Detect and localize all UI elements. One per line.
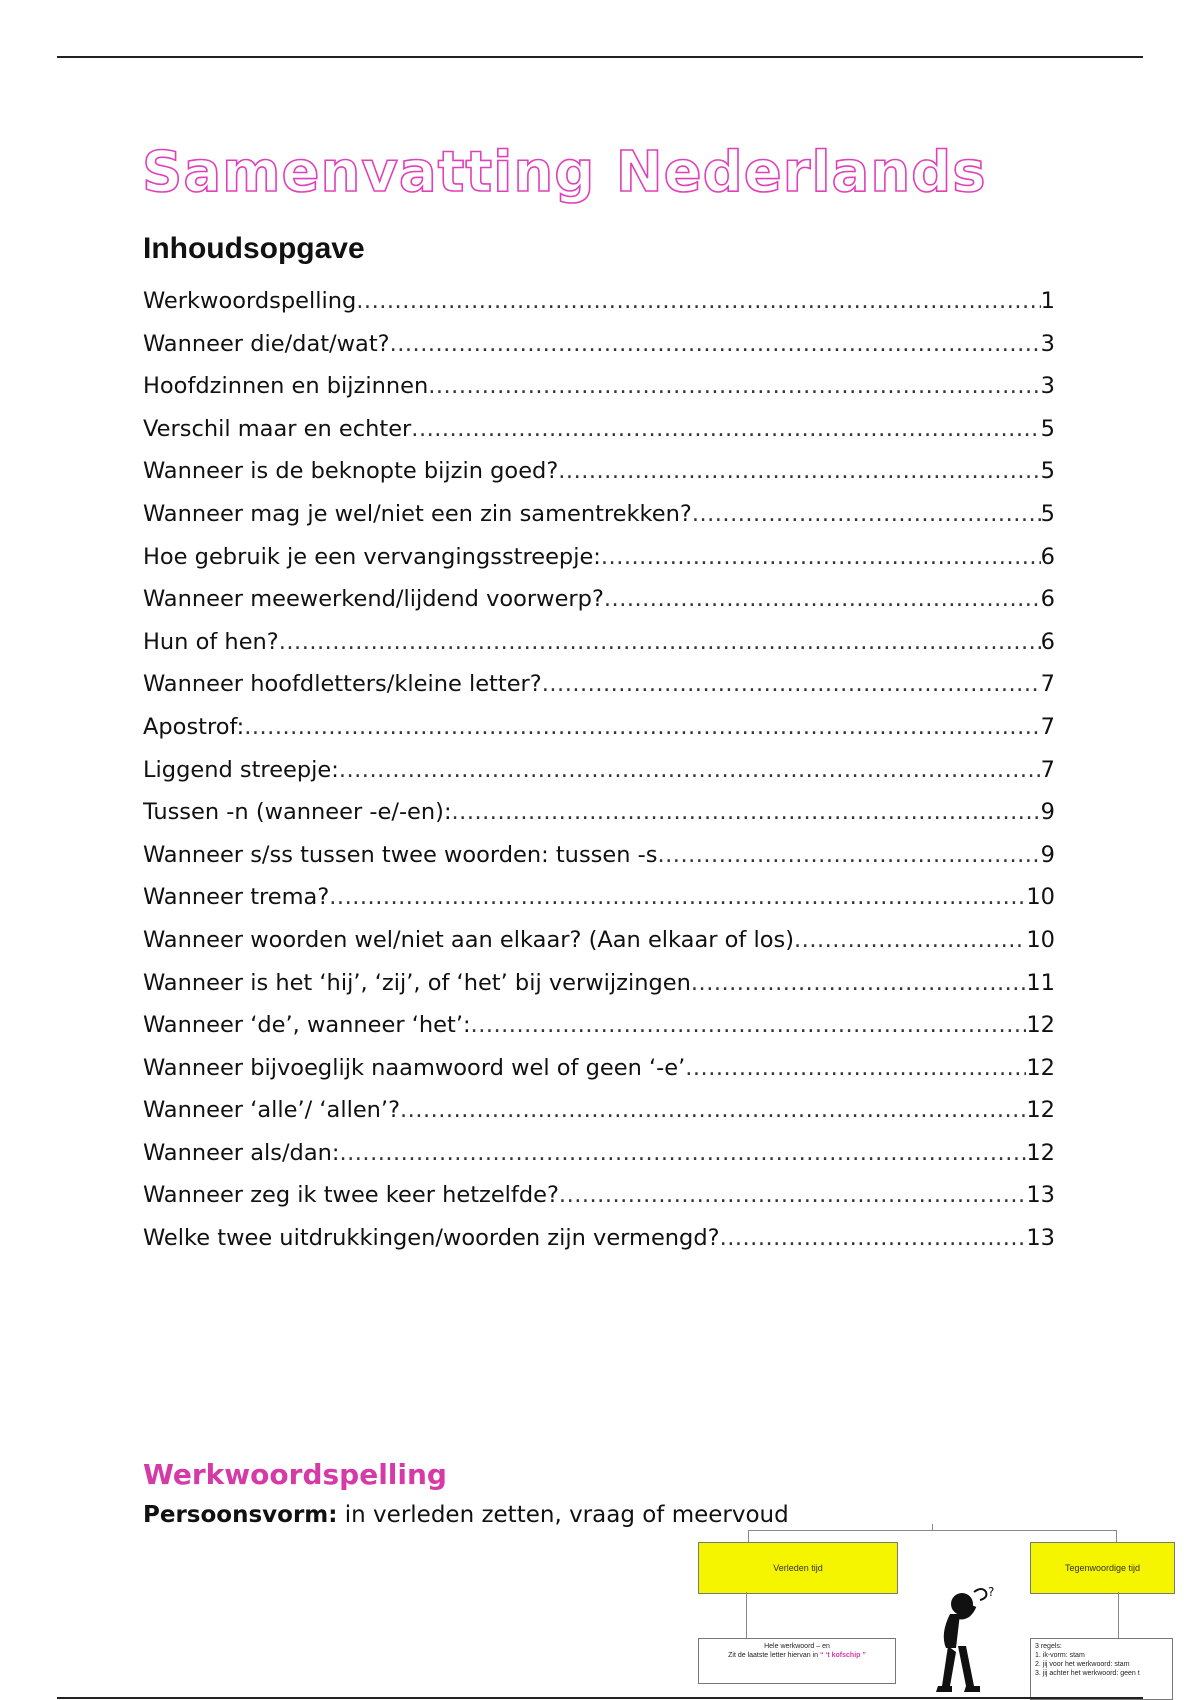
toc-leader-dots	[691, 962, 1026, 1005]
toc-entry-page: 9	[1040, 799, 1055, 826]
toc-entry[interactable]	[143, 280, 1055, 323]
toc-entry[interactable]	[143, 919, 1055, 962]
table-of-contents	[143, 280, 1055, 1260]
tegenwoordig-note-line: 3. jij achter het werkwoord: geen t	[1035, 1670, 1140, 1677]
toc-entry[interactable]	[143, 578, 1055, 621]
verleden-note-line-1: Hele werkwoord – en	[764, 1643, 830, 1650]
toc-entry-title: Verschil maar en echter	[143, 415, 412, 442]
toc-leader-dots	[339, 749, 1041, 792]
toc-leader-dots	[279, 621, 1041, 664]
toc-entry-page: 1	[1040, 288, 1055, 314]
header-rule	[57, 56, 1143, 58]
toc-entry-page: 12	[1026, 1012, 1055, 1039]
toc-entry-page: 6	[1040, 543, 1055, 570]
verleden-note-line-2: Zit de laatste letter hiervan in “ ‘t kofschip ”	[728, 1652, 866, 1659]
toc-entry-title: Hoe gebruik je een vervangingsstreepje:	[143, 543, 601, 570]
toc-entry[interactable]	[143, 1132, 1055, 1175]
toc-leader-dots	[559, 1174, 1026, 1217]
toc-entry-title: Wanneer hoofdletters/kleine letter?	[143, 671, 542, 698]
diagram-connector	[1116, 1530, 1117, 1542]
toc-entry-title: Wanneer die/dat/wat?	[143, 330, 390, 357]
toc-entry[interactable]	[143, 493, 1055, 536]
toc-leader-dots	[604, 578, 1041, 621]
toc-entry-title: Wanneer is de beknopte bijzin goed?	[143, 458, 559, 485]
toc-entry[interactable]	[143, 536, 1055, 579]
toc-entry[interactable]	[143, 323, 1055, 366]
toc-entry[interactable]	[143, 663, 1055, 706]
toc-leader-dots	[356, 280, 1040, 323]
toc-entry-page: 6	[1040, 628, 1055, 655]
tegenwoordig-note-line: 2. jij voor het werkwoord: stam	[1035, 1661, 1130, 1668]
toc-entry-page: 7	[1040, 713, 1055, 740]
kofschip-highlight: “ ‘t kofschip ”	[819, 1652, 866, 1659]
toc-entry-title: Wanneer woorden wel/niet aan elkaar? (Aan elkaar of los)	[143, 926, 795, 953]
toc-entry-page: 7	[1040, 756, 1055, 783]
toc-entry-title: Wanneer s/ss tussen twee woorden: tussen -s	[143, 841, 658, 868]
persoonsvorm-text: in verleden zetten, vraag of meervoud	[337, 1502, 789, 1528]
box-tegenwoordige-tijd: Tegenwoordige tijd	[1030, 1542, 1175, 1594]
persoonsvorm-label: Persoonsvorm:	[143, 1502, 338, 1528]
toc-entry-title: Wanneer mag je wel/niet een zin samentrekken?	[143, 500, 692, 527]
thinking-figure-icon	[928, 1586, 1008, 1700]
toc-entry[interactable]	[143, 749, 1055, 792]
toc-leader-dots	[657, 834, 1040, 877]
toc-heading: Inhoudsopgave	[143, 232, 365, 265]
toc-entry-title: Wanneer zeg ik twee keer hetzelfde?	[143, 1182, 559, 1209]
toc-entry-page: 12	[1026, 1054, 1055, 1081]
toc-leader-dots	[339, 1132, 1026, 1175]
toc-entry[interactable]	[143, 876, 1055, 919]
toc-entry-page: 5	[1040, 458, 1055, 485]
svg-text:?: ?	[988, 1586, 995, 1599]
footer-rule	[57, 1697, 1143, 1699]
toc-entry[interactable]	[143, 962, 1055, 1005]
toc-entry-title: Wanneer meewerkend/lijdend voorwerp?	[143, 586, 604, 613]
toc-entry[interactable]	[143, 408, 1055, 451]
toc-leader-dots	[471, 1004, 1027, 1047]
toc-entry[interactable]	[143, 1047, 1055, 1090]
toc-leader-dots	[244, 706, 1040, 749]
toc-entry[interactable]	[143, 834, 1055, 877]
toc-entry-page: 5	[1040, 415, 1055, 442]
toc-entry-page: 13	[1026, 1182, 1055, 1209]
toc-leader-dots	[329, 876, 1026, 919]
toc-leader-dots	[452, 791, 1041, 834]
toc-entry-title: Wanneer bijvoeglijk naamwoord wel of geen ‘-e’	[143, 1054, 686, 1081]
toc-leader-dots	[720, 1217, 1027, 1260]
toc-leader-dots	[558, 450, 1040, 493]
toc-leader-dots	[794, 919, 1026, 962]
toc-entry-title: Wanneer ‘alle’/ ‘allen’?	[143, 1097, 401, 1124]
toc-entry-title: Hun of hen?	[143, 628, 279, 655]
toc-entry[interactable]	[143, 450, 1055, 493]
document-title: Samenvatting Nederlands	[142, 140, 987, 205]
toc-entry-title: Hoofdzinnen en bijzinnen	[143, 373, 429, 400]
diagram-connector	[748, 1530, 1116, 1531]
toc-entry[interactable]	[143, 1217, 1055, 1260]
toc-entry-title: Wanneer is het ‘hij’, ‘zij’, of ‘het’ bij verwijzingen	[143, 969, 691, 996]
toc-entry-page: 9	[1040, 841, 1055, 868]
toc-entry[interactable]	[143, 791, 1055, 834]
toc-leader-dots	[390, 323, 1041, 366]
section-heading: Werkwoordspelling	[143, 1458, 447, 1491]
tegenwoordig-note-line: 3 regels:	[1035, 1643, 1062, 1650]
toc-entry[interactable]	[143, 1089, 1055, 1132]
toc-entry-title: Wanneer als/dan:	[143, 1139, 340, 1166]
werkwoord-diagram	[690, 1516, 1180, 1700]
box-tegenwoordig-note	[1030, 1638, 1173, 1700]
toc-entry[interactable]	[143, 621, 1055, 664]
toc-entry-title: Werkwoordspelling	[143, 288, 357, 314]
toc-entry-title: Tussen -n (wanneer -e/-en):	[143, 799, 452, 826]
toc-entry-title: Wanneer ‘de’, wanneer ‘het’:	[143, 1012, 471, 1039]
diagram-connector	[748, 1530, 749, 1542]
toc-entry-page: 3	[1040, 373, 1055, 400]
diagram-connector	[1118, 1592, 1119, 1638]
toc-leader-dots	[428, 365, 1040, 408]
toc-entry[interactable]	[143, 706, 1055, 749]
toc-leader-dots	[685, 1047, 1026, 1090]
diagram-connector	[746, 1592, 747, 1638]
tegenwoordig-note-line: 1. ik-vorm: stam	[1035, 1652, 1085, 1659]
toc-entry[interactable]	[143, 1174, 1055, 1217]
toc-entry-page: 12	[1026, 1097, 1055, 1124]
toc-leader-dots	[411, 408, 1040, 451]
toc-entry-page: 11	[1026, 969, 1055, 996]
toc-leader-dots	[692, 493, 1041, 536]
toc-leader-dots	[400, 1089, 1026, 1132]
toc-entry-page: 7	[1040, 671, 1055, 698]
toc-entry-page: 3	[1040, 330, 1055, 357]
box-verleden-note	[698, 1638, 896, 1684]
toc-leader-dots	[601, 536, 1041, 579]
toc-entry[interactable]	[143, 365, 1055, 408]
toc-entry-title: Liggend streepje:	[143, 756, 339, 783]
box-verleden-tijd: Verleden tijd	[698, 1542, 898, 1594]
toc-entry-page: 5	[1040, 500, 1055, 527]
toc-entry-title: Wanneer trema?	[143, 884, 330, 911]
toc-entry-page: 10	[1026, 884, 1055, 911]
toc-entry-page: 6	[1040, 586, 1055, 613]
diagram-connector	[932, 1524, 933, 1530]
toc-leader-dots	[542, 663, 1041, 706]
toc-entry-title: Apostrof:	[143, 713, 245, 740]
toc-entry-page: 13	[1026, 1225, 1055, 1252]
toc-entry[interactable]	[143, 1004, 1055, 1047]
toc-entry-page: 10	[1026, 926, 1055, 953]
toc-entry-title: Welke twee uitdrukkingen/woorden zijn vermengd?	[143, 1225, 720, 1252]
toc-entry-page: 12	[1026, 1139, 1055, 1166]
